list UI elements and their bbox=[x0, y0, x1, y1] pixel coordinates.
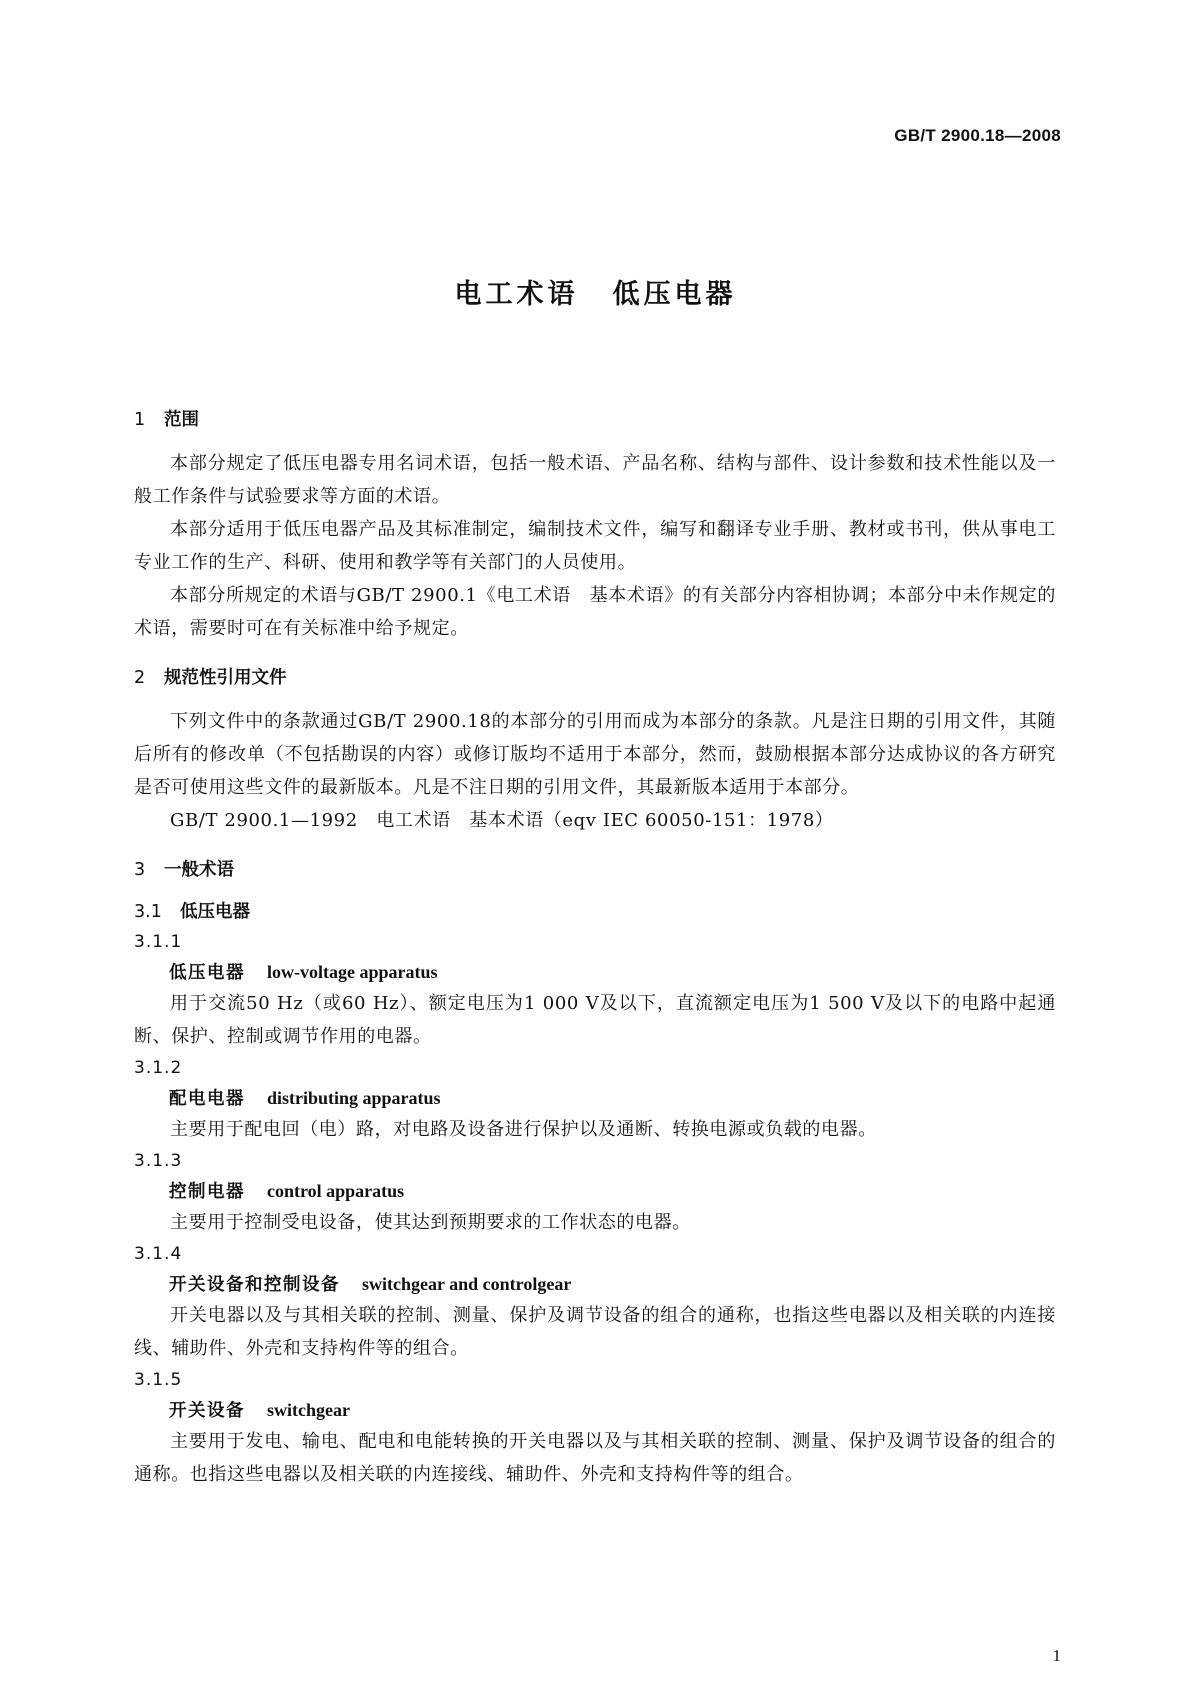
normative-reference: GB/T 2900.1—1992 电工术语 基本术语（eqv IEC 60050-151：1978） bbox=[170, 810, 834, 831]
section-1-heading bbox=[134, 405, 1056, 435]
standard-code: GB/T 2900.18—2008 bbox=[894, 126, 1061, 145]
section-title: 一般术语 bbox=[164, 860, 234, 880]
term-heading bbox=[134, 1176, 1056, 1206]
subsection-heading bbox=[134, 897, 1056, 927]
section-1-paragraph: 本部分适用于低压电器产品及其标准制定，编制技术文件，编写和翻译专业手册、教材或书刊，供从事电工专业工作的生产、科研、使用和教学等有关部门的人员使用。 bbox=[134, 519, 1056, 573]
section-number: 2 bbox=[134, 668, 146, 688]
term-number: 3.1.3 bbox=[134, 1151, 183, 1171]
term-en: switchgear bbox=[267, 1400, 350, 1420]
section-title: 范围 bbox=[164, 410, 199, 430]
term-heading bbox=[134, 957, 1056, 987]
term-zh: 低压电器 bbox=[169, 963, 245, 983]
term-heading bbox=[134, 1269, 1056, 1299]
subsection-title: 低压电器 bbox=[180, 902, 250, 922]
section-number: 1 bbox=[134, 410, 146, 430]
term-heading bbox=[134, 1395, 1056, 1425]
section-2-paragraph: 下列文件中的条款通过GB/T 2900.18的本部分的引用而成为本部分的条款。凡是注日期的引用文件，其随后所有的修改单（不包括勘误的内容）或修订版均不适用于本部分，然而，鼓励根据本部分达成协议的各方研究是否可使用这些文件的最新版本。凡是不注日期的引用文件，其最新版本适用于本部分。 bbox=[134, 711, 1056, 798]
document-body bbox=[134, 405, 1056, 1491]
section-title: 规范性引用文件 bbox=[164, 668, 287, 688]
title-part-1: 电工术语 bbox=[454, 279, 579, 310]
page-number: 1 bbox=[1052, 1646, 1061, 1665]
term-definition: 主要用于控制受电设备，使其达到预期要求的工作状态的电器。 bbox=[170, 1212, 691, 1233]
section-1-paragraph: 本部分所规定的术语与GB/T 2900.1《电工术语 基本术语》的有关部分内容相协调；本部分中未作规定的术语，需要时可在有关标准中给予规定。 bbox=[134, 585, 1056, 639]
subsection-number: 3.1 bbox=[134, 902, 162, 922]
section-number: 3 bbox=[134, 860, 146, 880]
term-en: control apparatus bbox=[267, 1181, 405, 1201]
section-2-heading bbox=[134, 663, 1056, 693]
section-1-paragraph: 本部分规定了低压电器专用名词术语，包括一般术语、产品名称、结构与部件、设计参数和技术性能以及一般工作条件与试验要求等方面的术语。 bbox=[134, 453, 1056, 507]
term-zh: 开关设备 bbox=[169, 1401, 245, 1421]
term-definition: 开关电器以及与其相关联的控制、测量、保护及调节设备的组合的通称，也指这些电器以及相关联的内连接线、辅助件、外壳和支持构件等的组合。 bbox=[134, 1305, 1056, 1359]
term-zh: 开关设备和控制设备 bbox=[169, 1275, 340, 1295]
term-en: distributing apparatus bbox=[267, 1088, 441, 1108]
term-heading bbox=[134, 1083, 1056, 1113]
term-number: 3.1.5 bbox=[134, 1370, 183, 1390]
document-title bbox=[0, 272, 1191, 311]
section-3-heading bbox=[134, 855, 1056, 885]
term-number: 3.1.4 bbox=[134, 1244, 183, 1264]
term-zh: 控制电器 bbox=[169, 1182, 245, 1202]
title-part-2: 低压电器 bbox=[612, 279, 737, 310]
term-number: 3.1.2 bbox=[134, 1058, 183, 1078]
term-definition: 主要用于配电回（电）路，对电路及设备进行保护以及通断、转换电源或负载的电器。 bbox=[170, 1119, 877, 1140]
term-definition: 用于交流50 Hz（或60 Hz）、额定电压为1 000 V及以下，直流额定电压为1 500 V及以下的电路中起通断、保护、控制或调节作用的电器。 bbox=[134, 993, 1056, 1047]
term-zh: 配电电器 bbox=[169, 1089, 245, 1109]
term-en: switchgear and controlgear bbox=[362, 1274, 572, 1294]
term-definition: 主要用于发电、输电、配电和电能转换的开关电器以及与其相关联的控制、测量、保护及调节设备的组合的通称。也指这些电器以及相关联的内连接线、辅助件、外壳和支持构件等的组合。 bbox=[134, 1431, 1056, 1485]
term-number: 3.1.1 bbox=[134, 932, 183, 952]
term-en: low-voltage apparatus bbox=[267, 962, 438, 982]
